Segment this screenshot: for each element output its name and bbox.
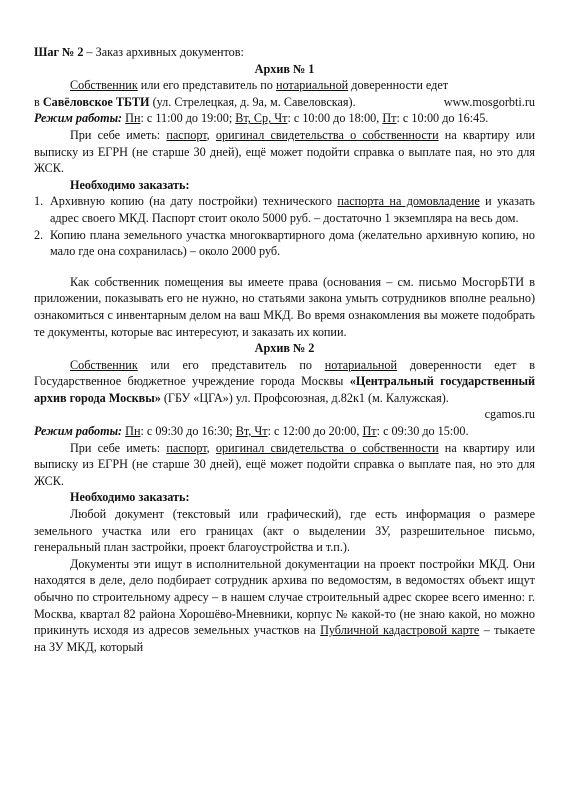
archive2-paragraph-2: Документы эти ищут в исполнительной документации на проект постройки МКД. Они находятся в деле, дело подбирает сотрудник архива по ведомостям, в ведомостях объект ищут обычно по строительному адресу – в нашем случае строительный адрес скорее всего именно: г. Москва, квартал 82 района Хорошёво-Мневники, корпус № какой-то (не знаю какой, но можно прикинуть исходя из адресов земельных участков на Публичной кадастровой карте – тыкаете на ЗУ МКД, который bbox=[34, 556, 535, 654]
step-heading bbox=[34, 44, 535, 61]
archive2-url[interactable]: cgamos.ru bbox=[484, 407, 535, 422]
archive1-title: Архив № 1 bbox=[254, 61, 315, 76]
list-item: 1. Архивную копию (на дату постройки) технического паспорта на домовладение и указать адрес своего МКД. Паспорт стоит около 5000 руб. – достаточно 1 экземпляра на весь дом. bbox=[34, 194, 535, 225]
archive1-url[interactable]: www.mosgorbti.ru bbox=[443, 94, 535, 109]
step-label: Шаг № 2 bbox=[34, 45, 84, 59]
archive1-note: Как собственник помещения вы имеете права (основания – см. письмо МосгорБТИ в приложении, показывать его не нужно, но статьями закона умыть сотрудников вполне реально) ознакомиться с инвентарным делом на ваш МКД. Во время ознакомления вы можете подобрать те документы, которые вас интересуют, и заказать их копии. bbox=[34, 274, 535, 339]
archive1-order-list bbox=[34, 193, 535, 259]
notarial-term: нотариальной bbox=[275, 78, 349, 93]
archive1-address: (ул. Стрелецкая, д. 9а, м. Савеловская). bbox=[149, 94, 356, 109]
archive2-paragraph-1: Любой документ (текстовый или графический), где есть информация о размере земельного участка или его границах (акт о выделении ЗУ, разрешительное письмо, генеральный план застройки, проект благоустройства и т.п.). bbox=[34, 507, 535, 555]
archive2-url-line bbox=[34, 406, 535, 423]
archive1-intro: Собственник или его представитель по нотариальной доверенности едет bbox=[70, 78, 449, 93]
archive1-bring: При себе иметь: паспорт, оригинал свидетельства о собственности на квартиру или выписку из ЕГРН (не старше 30 дней), ещё может подойти справка о выплате пая, но это для ЖСК. bbox=[34, 127, 535, 176]
step-text: – Заказ архивных документов: bbox=[83, 45, 244, 59]
archive2-order-title: Необходимо заказать: bbox=[70, 490, 190, 505]
archive1-order-title: Необходимо заказать: bbox=[70, 177, 190, 192]
archive2-intro: Собственник или его представитель по нотариальной доверенности едет в Государственное бюджетное учреждение города Москвы «Центральный государственный архив города Москвы» (ГБУ «ЦГА») ул. Профсоюзная, д.82к1 (м. Калужская). bbox=[34, 357, 535, 405]
owner-term: Собственник bbox=[70, 78, 138, 93]
list-item: 2. Копию плана земельного участка многоквартирного дома (желательно архивную копию, но мало где она сохранилась) – около 2000 руб. bbox=[34, 227, 535, 259]
archive1-org: Савёловское ТБТИ bbox=[42, 94, 150, 109]
archive2-hours: Режим работы: Пн: с 09:30 до 16:30; Вт, Чт: с 12:00 до 20:00, Пт: с 09:30 до 15:00. bbox=[34, 424, 469, 439]
archive1-hours: Режим работы: Пн: с 11:00 до 19:00; Вт, Ср, Чт: с 10:00 до 18:00, Пт: с 10:00 до 16:45. bbox=[34, 111, 489, 126]
archive2-title: Архив № 2 bbox=[254, 341, 315, 356]
archive2-org: «Центральный государственный архив города Москвы» bbox=[34, 374, 535, 405]
archive1-address-line: в Савёловское ТБТИ (ул. Стрелецкая, д. 9а, м. Савеловская). www.mosgorbti.ru bbox=[34, 94, 535, 109]
cadastral-map-link[interactable]: Публичной кадастровой карте bbox=[320, 623, 480, 638]
archive2-bring: При себе иметь: паспорт, оригинал свидетельства о собственности на квартиру или выписку из ЕГРН (не старше 30 дней), ещё может подойти справка о выплате пая, но это для ЖСК. bbox=[34, 440, 535, 488]
